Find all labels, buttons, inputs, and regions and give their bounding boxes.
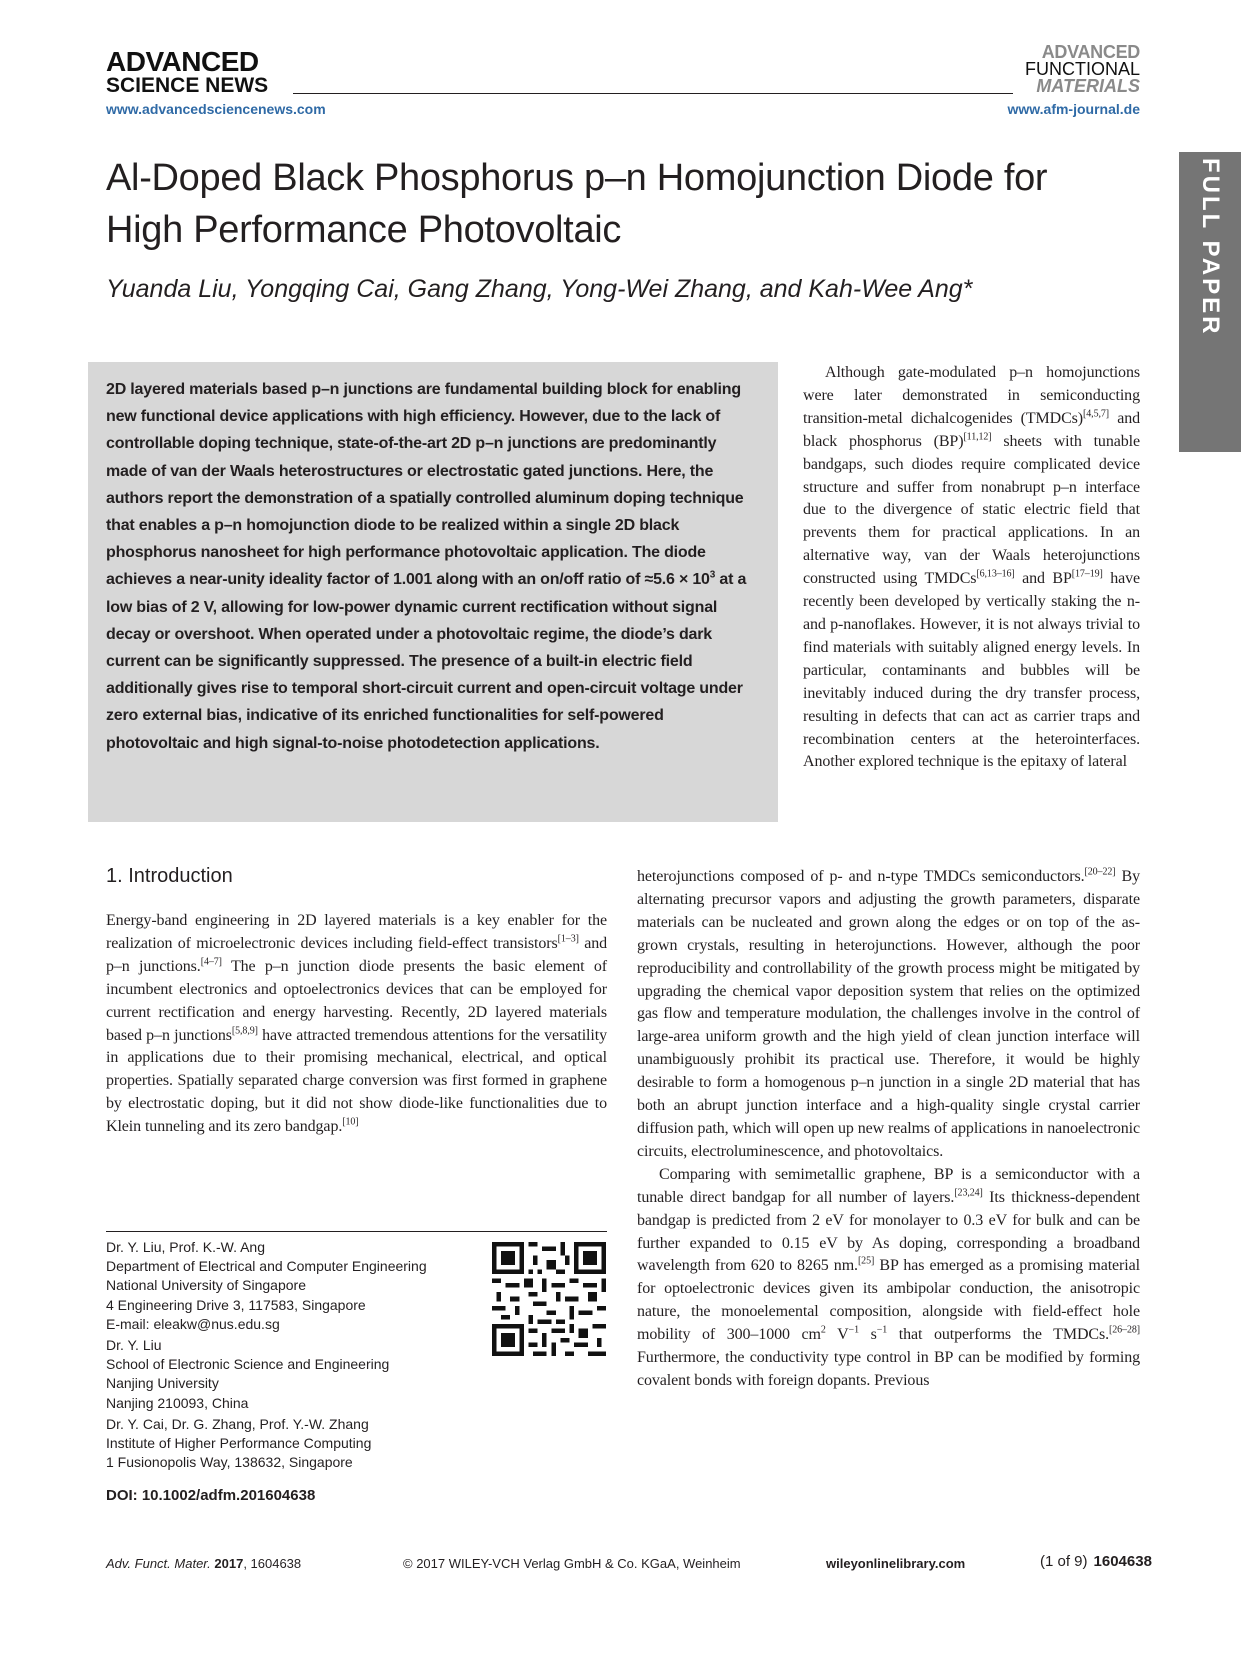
journal-logo-line1: ADVANCED: [1041, 42, 1140, 62]
text-run: Its thickness-dependent bandgap is predicted from 2 eV for monolayer to 0.3 eV for bulk and can be further expanded to 0.15 eV by As doping, corresponding a broadband wavelength from 620 to 8265 nm.: [637, 1188, 1140, 1275]
citation-ref[interactable]: [4,5,7]: [1083, 408, 1110, 420]
abstract-part-b: at a low bias of 2 V, allowing for low-power dynamic current rectification without signal decay or overshoot. When operated under a photovoltaic regime, the diode’s dark current can be significantly suppressed. The presence of a built-in electric field additionally gives rise to temporal short-circuit current and open-circuit voltage under zero external bias, indicative of its enriched functionalities for self-powered photovoltaic and high signal-to-noise photodetection applications.: [106, 571, 747, 752]
text-run: Furthermore, the conductivity type control in BP can be modified by forming covalent bonds with foreign dopants. Previous: [637, 1349, 1140, 1389]
unit-superscript: −1: [848, 1324, 859, 1336]
text-run: have attracted tremendous attentions for the versatility in applications due to their promising mechanical, electrical, and optical properties. Spatially separated charge conversion was first formed in graphene by electrostatic doping, but it did not show diode-like functionalities due to Klein tunneling and its zero bandgap.: [106, 1026, 607, 1136]
affiliation-block: [106, 1238, 476, 1474]
affiliation-rule: [106, 1231, 607, 1232]
journal-url-link[interactable]: www.afm-journal.de: [1007, 101, 1140, 117]
affiliation-line: 1 Fusionopolis Way, 138632, Singapore: [106, 1454, 353, 1471]
article-type-tab: [1179, 152, 1241, 452]
citation-ref[interactable]: [5,8,9]: [231, 1025, 258, 1037]
affiliation-line: 4 Engineering Drive 3, 117583, Singapore: [106, 1296, 366, 1313]
affiliation-line: National University of Singapore: [106, 1277, 306, 1294]
affiliation-line: Dr. Y. Liu, Prof. K.-W. Ang: [106, 1239, 266, 1255]
author-list: Yuanda Liu, Yongqing Cai, Gang Zhang, Yong-Wei Zhang, and Kah-Wee Ang*: [106, 275, 973, 303]
unit-superscript: 2: [820, 1324, 826, 1336]
text-run: sheets with tunable bandgaps, such diodes require complicated device structure and suffer from nonabrupt p–n interface due to the divergence of static electric field that prevents them for practical applications. In an alternative way, van der Waals heterojunctions constructed using TMDCs: [803, 432, 1140, 588]
affiliation-line: School of Electronic Science and Engineering: [106, 1356, 390, 1373]
footer-copyright: © 2017 WILEY-VCH Verlag GmbH & Co. KGaA, Weinheim: [403, 1556, 741, 1571]
citation-ref[interactable]: [23,24]: [954, 1187, 983, 1199]
affiliation-line: Dr. Y. Liu: [106, 1337, 162, 1354]
text-run: and BP: [1014, 570, 1072, 588]
left-column-intro: [106, 910, 607, 1139]
publisher-url-link[interactable]: www.advancedsciencenews.com: [106, 101, 326, 117]
citation-ref[interactable]: [17–19]: [1071, 568, 1103, 580]
text-run: The p–n junction diode presents the basic element of incumbent electronics and optoelectronics devices that can be employed for current rectification and energy harvesting. Recently, 2D layered materials based p–n junctions: [106, 957, 608, 1044]
footer-website-link[interactable]: wileyonlinelibrary.com: [826, 1556, 966, 1571]
text-run: heterojunctions composed of p- and n-type TMDCs semiconductors.: [637, 868, 1085, 885]
abstract-part-a: 2D layered materials based p–n junctions are fundamental building block for enabling new functional device applications with high efficiency. However, due to the lack of controllable doping technique, state-of-the-art 2D p–n junctions are predominantly made of van der Waals heterostructures or electrostatic gated junctions. Here, the authors report the demonstration of a spatially controlled aluminum doping technique that enables a p–n homojunction diode to be realized within a single 2D black phosphorus nanosheet for high performance photovoltaic application. The diode achieves a near-unity ideality factor of 1.001 along with an on/off ratio of ≈5.6 × 10: [106, 381, 744, 589]
affiliation-group: [106, 1238, 476, 1334]
text-run: Energy-band engineering in 2D layered materials is a key enabler for the realization of microelectronic devices including field-effect transistors: [106, 912, 607, 952]
publisher-logo: [106, 48, 306, 96]
affiliation-line: Dr. Y. Cai, Dr. G. Zhang, Prof. Y.-W. Zhang: [106, 1415, 369, 1432]
paragraph-gate-modulated: [803, 362, 1140, 774]
publisher-logo-line2: SCIENCE NEWS: [106, 74, 269, 97]
citation-ref[interactable]: [11,12]: [963, 431, 992, 443]
right-column-top: [803, 362, 1140, 774]
qr-code-icon[interactable]: [492, 1242, 606, 1356]
abstract-superscript: 3: [709, 570, 716, 582]
publisher-logo-line1: ADVANCED: [106, 46, 259, 77]
text-run: s: [859, 1326, 877, 1344]
text-run: have recently been developed by vertically staking the n- and p-nanoflakes. However, it is not always trivial to find materials with suitably aligned energy levels. In particular, contaminants and bubbles will be inevitably induced during the dry transfer process, resulting in defects that can act as carrier traps and recombination centers at the heterointerfaces. Another explored technique is the epitaxy of lateral: [803, 570, 1140, 771]
article-type-label: FULL PAPER: [1197, 158, 1224, 337]
footer-page-number: (1 of 9): [1040, 1553, 1088, 1570]
affiliation-line: Department of Electrical and Computer Engineering: [106, 1258, 427, 1275]
journal-logo: [1025, 44, 1140, 95]
footer-year: 2017: [214, 1556, 244, 1571]
citation-ref[interactable]: [6,13–16]: [976, 568, 1015, 580]
author-email-link[interactable]: E-mail: eleakw@nus.edu.sg: [106, 1315, 280, 1332]
paragraph-heterojunctions: [637, 866, 1140, 1164]
abstract-text: [106, 376, 760, 757]
paragraph-intro: [106, 910, 607, 1139]
affiliation-line: Nanjing University: [106, 1375, 219, 1392]
footer-article-no: , 1604638: [243, 1556, 302, 1571]
affiliation-group: [106, 1336, 476, 1413]
citation-ref[interactable]: [25]: [857, 1256, 875, 1268]
citation-ref[interactable]: [1–3]: [557, 933, 579, 945]
citation-ref[interactable]: [26–28]: [1109, 1324, 1140, 1336]
unit-superscript: −1: [876, 1324, 888, 1336]
affiliation-line: Nanjing 210093, China: [106, 1394, 249, 1411]
affiliation-line: Institute of Higher Performance Computing: [106, 1435, 372, 1452]
affiliation-group: [106, 1415, 476, 1473]
text-run: Although gate-modulated p–n homojunctions were later demonstrated in semiconducting transition-metal dichalcogenides (TMDCs): [803, 364, 1140, 427]
abstract-box: [88, 362, 778, 822]
section-heading: 1. Introduction: [106, 865, 233, 887]
citation-ref[interactable]: [20–22]: [1084, 866, 1116, 878]
text-run: BP has emerged as a promising material for optoelectronic devices given its ambipolar conduction, the anisotropic nature, the monoelemental composition, alongside with field-effect hole mobility of 300–1000 cm: [637, 1257, 1140, 1344]
citation-ref[interactable]: [4–7]: [200, 956, 222, 968]
right-column-bottom: [637, 866, 1140, 1393]
footer-page: [1040, 1553, 1152, 1570]
citation-ref[interactable]: [10]: [342, 1116, 359, 1128]
journal-logo-line2: FUNCTIONAL: [1024, 59, 1140, 80]
footer-citation: [106, 1556, 301, 1571]
header-rule: [293, 93, 1013, 94]
text-run: that outperforms the TMDCs.: [887, 1326, 1110, 1344]
text-run: V: [825, 1326, 849, 1344]
footer-journal: Adv. Funct. Mater.: [106, 1556, 211, 1571]
text-run: Comparing with semimetallic graphene, BP is a semiconductor with a tunable direct bandgap for all number of layers.: [637, 1165, 1140, 1206]
journal-logo-line3: MATERIALS: [1036, 76, 1140, 97]
text-run: By alternating precursor vapors and adjusting the growth parameters, disparate materials can be nucleated and grown along the edges or on top of the as-grown crystals, resulting in heterojunctions. However, although the poor reproducibility and controllability of the growth process might be mitigated by upgrading the chemical vapor deposition system that relies on the optimized gas flow and temperature modulation, the challenges involve in the control of large-area uniform growth and the high yield of clean junction interface will unambiguously prohibit its practical use. Therefore, it would be highly desirable to form a homogenous p–n junction in a single 2D material that has both an abrupt junction interface and a high-quality single crystal carrier diffusion path, which will open up new realms of applications in nanoelectronic circuits, electroluminescence, and photovoltaics.: [637, 868, 1141, 1160]
article-title: Al-Doped Black Phosphorus p–n Homojunction Diode for High Performance Photovoltaic: [106, 157, 1048, 251]
text-run: and black phosphorus (BP): [803, 409, 1140, 450]
doi-link[interactable]: DOI: 10.1002/adfm.201604638: [106, 1487, 316, 1504]
text-run: and p–n junctions.: [106, 934, 608, 975]
paragraph-bp-semiconductor: [637, 1164, 1140, 1393]
footer-page-id: 1604638: [1093, 1553, 1152, 1570]
